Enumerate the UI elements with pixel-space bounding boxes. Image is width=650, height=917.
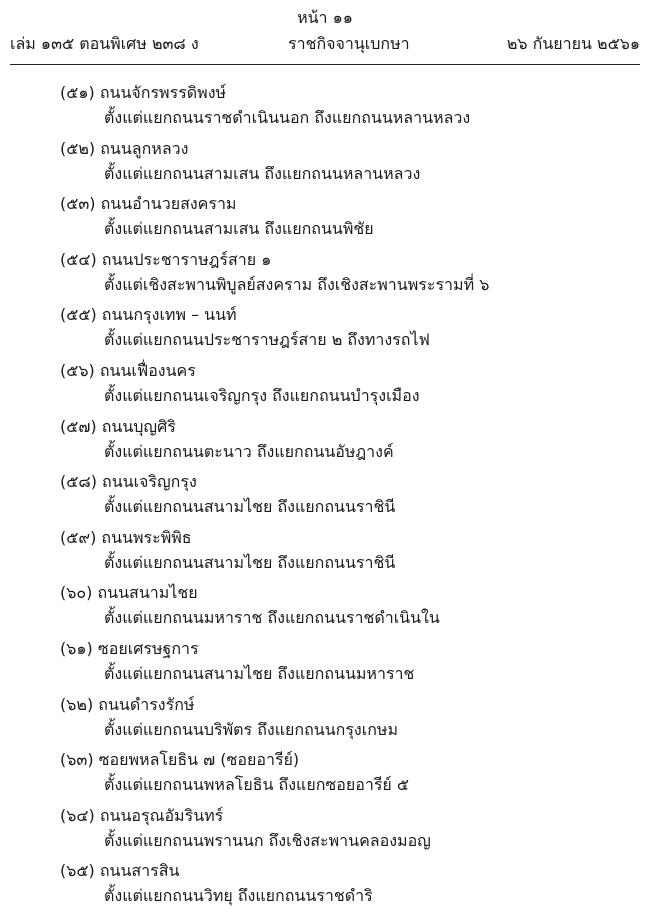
volume-issue: เล่ม ๑๓๕ ตอนพิเศษ ๒๓๘ ง	[10, 34, 199, 53]
road-segment-description: ตั้งแต่แยกถนนสนามไชย ถึงแยกถนนราชินี	[104, 552, 396, 572]
list-item	[0, 191, 650, 247]
list-item	[0, 803, 650, 859]
road-segment-description: ตั้งแต่เชิงสะพานพิบูลย์สงคราม ถึงเชิงสะพานพระรามที่ ๖	[104, 274, 490, 294]
road-segment-description: ตั้งแต่แยกถนนประชาราษฎร์สาย ๒ ถึงทางรถไฟ	[104, 330, 430, 350]
road-segment-description: ตั้งแต่แยกถนนสนามไชย ถึงแยกถนนราชินี	[104, 497, 396, 517]
list-item	[0, 525, 650, 581]
road-segment-description: ตั้งแต่แยกถนนวิทยุ ถึงแยกถนนราชดำริ	[104, 886, 373, 906]
list-item	[0, 80, 650, 136]
list-item	[0, 302, 650, 358]
road-name: (๕๑) ถนนจักรพรรดิพงษ์	[60, 83, 227, 102]
list-item	[0, 858, 650, 914]
road-name: (๕๓) ถนนอำนวยสงคราม	[60, 194, 237, 214]
road-segment-description: ตั้งแต่แยกถนนพหลโยธิน ถึงแยกซอยอารีย์ ๕	[104, 775, 409, 795]
road-segment-description: ตั้งแต่แยกถนนเจริญกรุง ถึงแยกถนนบำรุงเมือง	[104, 385, 420, 405]
road-segment-description: ตั้งแต่แยกถนนพรานนก ถึงเชิงสะพานคลองมอญ	[104, 830, 431, 850]
page-number: หน้า ๑๑	[297, 8, 353, 27]
publication-title: ราชกิจจานุเบกษา	[288, 34, 410, 53]
list-item	[0, 636, 650, 692]
road-name: (๖๕) ถนนสารสิน	[60, 861, 180, 881]
road-name: (๖๑) ซอยเศรษฐการ	[60, 638, 199, 658]
road-name: (๖๐) ถนนสนามไชย	[60, 583, 198, 603]
list-item	[0, 136, 650, 192]
road-segment-description: ตั้งแต่แยกถนนสามเสน ถึงแยกถนนหลานหลวง	[104, 163, 421, 183]
road-segment-description: ตั้งแต่แยกถนนราชดำเนินนอก ถึงแยกถนนหลานหลวง	[104, 108, 471, 127]
road-name: (๖๓) ซอยพหลโยธิน ๗ (ซอยอารีย์)	[60, 750, 300, 770]
running-header	[10, 33, 640, 55]
list-item	[0, 414, 650, 470]
list-item	[0, 580, 650, 636]
list-item	[0, 247, 650, 303]
road-name: (๕๘) ถนนเจริญกรุง	[60, 472, 197, 492]
road-segment-description: ตั้งแต่แยกถนนสามเสน ถึงแยกถนนพิชัย	[104, 219, 374, 239]
road-segment-description: ตั้งแต่แยกถนนสนามไชย ถึงแยกถนนมหาราช	[104, 663, 415, 683]
list-item	[0, 692, 650, 748]
road-name: (๕๙) ถนนพระพิพิธ	[60, 527, 192, 547]
road-name: (๖๔) ถนนอรุณอัมรินทร์	[60, 805, 224, 825]
publication-date: ๒๖ กันยายน ๒๕๖๑	[506, 34, 640, 53]
road-segment-description: ตั้งแต่แยกถนนบริพัตร ถึงแยกถนนกรุงเกษม	[104, 719, 398, 739]
road-name: (๕๖) ถนนเฟื่องนคร	[60, 360, 196, 380]
road-name: (๕๕) ถนนกรุงเทพ – นนท์	[60, 305, 237, 325]
list-item	[0, 469, 650, 525]
road-list	[0, 80, 650, 914]
road-name: (๕๗) ถนนบุญศิริ	[60, 416, 176, 436]
list-item	[0, 358, 650, 414]
road-name: (๕๒) ถนนลูกหลวง	[60, 138, 189, 158]
road-name: (๕๔) ถนนประชาราษฎร์สาย ๑	[60, 249, 272, 269]
road-segment-description: ตั้งแต่แยกถนนมหาราช ถึงแยกถนนราชดำเนินใน	[104, 608, 440, 628]
road-segment-description: ตั้งแต่แยกถนนตะนาว ถึงแยกถนนอัษฎางค์	[104, 441, 394, 461]
header-divider	[10, 64, 640, 65]
road-name: (๖๒) ถนนดำรงรักษ์	[60, 694, 195, 714]
list-item	[0, 747, 650, 803]
